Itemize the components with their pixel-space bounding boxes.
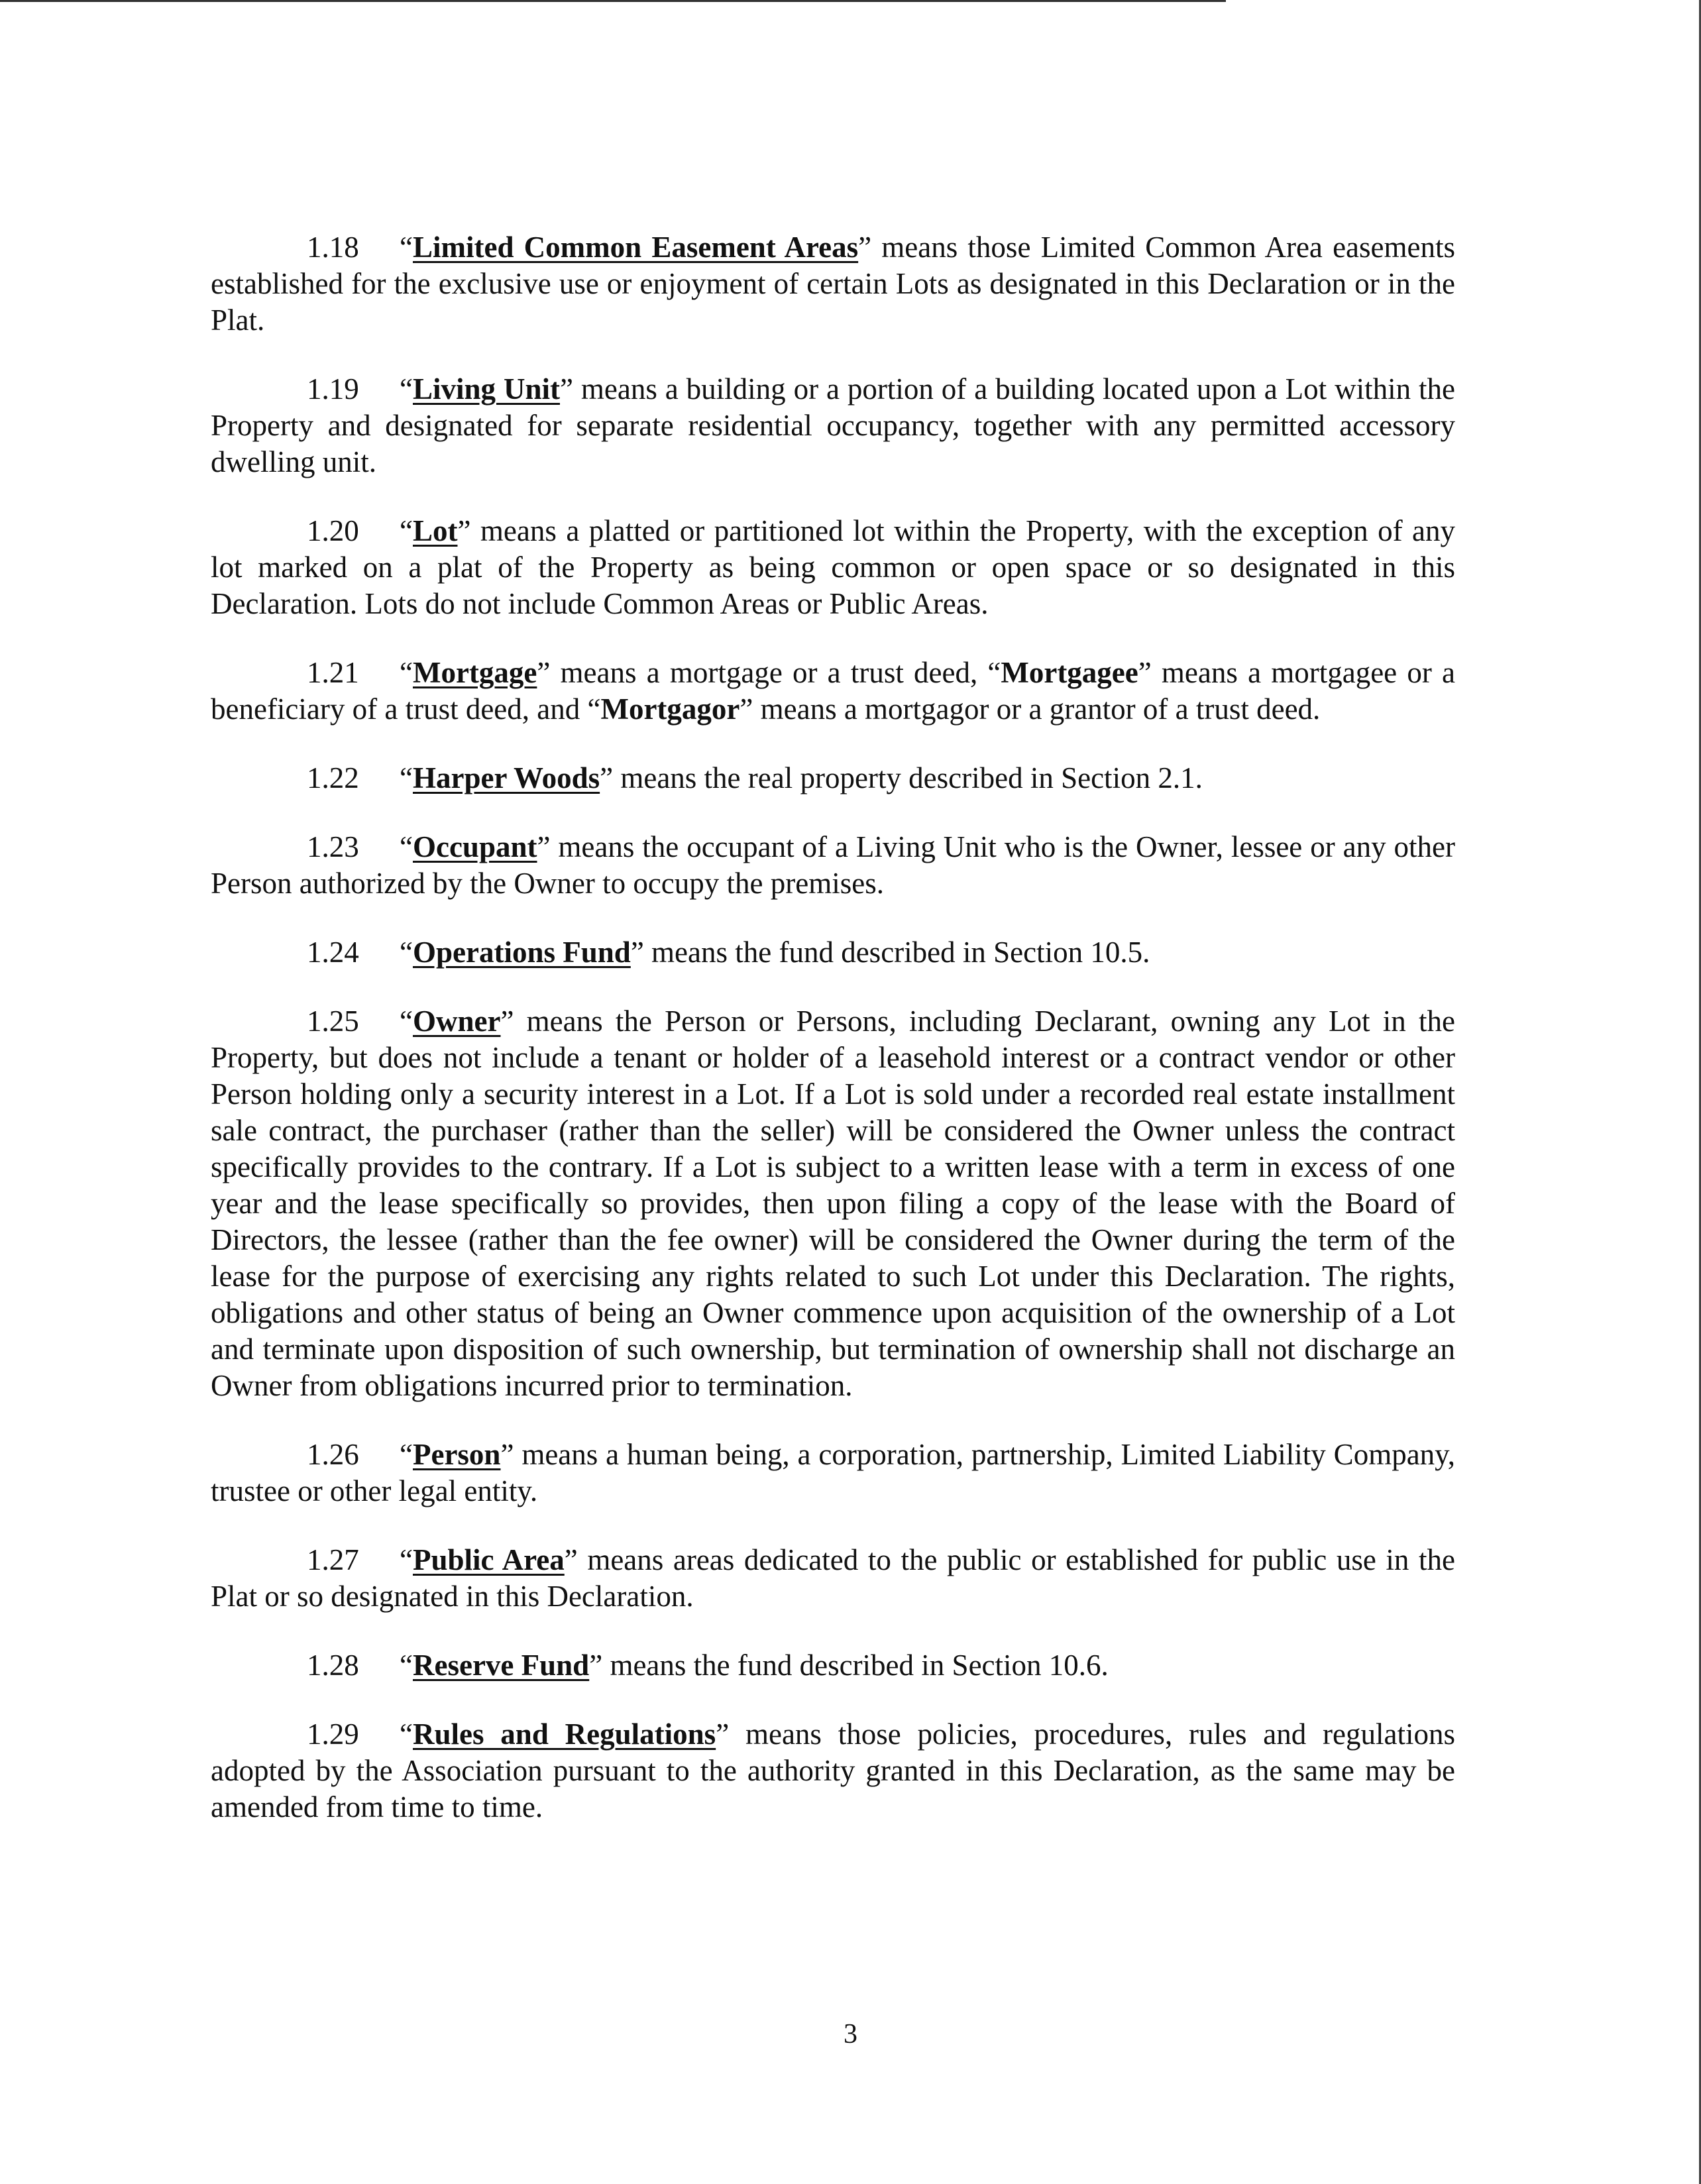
definition-text: ” means those policies, procedures, rules and regulations adopted by the Association pursuant to the authority granted in this Declaration, as the same may be amended from time to time. — [211, 1718, 1456, 1824]
section-1-19: 1.19 “Living Unit” means a building or a portion of a building located upon a Lot within the Property and designated for separate residential occupancy, together with any permitted accessory dwelling unit. — [211, 372, 1455, 478]
definition-text: ” means a mortgagor or a grantor of a trust deed. — [740, 692, 1321, 726]
definition-text: ” means a mortgage or a trust deed, “ — [537, 656, 1001, 689]
section-1-22: 1.22 “Harper Woods” means the real property described in Section 2.1. — [211, 760, 1455, 796]
section-1-29: 1.29 “Rules and Regulations” means those policies, procedures, rules and regulations adopted by the Association pursuant to the authority granted in this Declaration, as the same may be amended from time to time. — [211, 1718, 1456, 1824]
defined-term: Rules and Regulations — [412, 1718, 716, 1751]
defined-term-mortgagor: Mortgagor — [600, 692, 740, 726]
defined-term: Reserve Fund — [412, 1649, 590, 1682]
definition-text: ” means the fund described in Section 10.6. — [589, 1649, 1109, 1682]
section-number: 1.18 — [307, 231, 359, 264]
definition-text: ” means the Person or Persons, including Declarant, owning any Lot in the Property, but does not include a tenant or holder of a leasehold interest or a contract vendor or other Person holding only a security interest in a Lot. If a Lot is sold under a recorded real estate installment sale contract, the purchaser (rather than the seller) will be considered the Owner unless the contract specifically provides to the contrary. If a Lot is subject to a written lease with a term in excess of one year and the lease specifically so provides, then upon filing a copy of the lease with the Board of Directors, the lessee (rather than the fee owner) will be considered the Owner during the term of the lease for the purpose of exercising any rights related to such Lot under this Declaration. The rights, obligations and other status of being an Owner commence upon acquisition of the ownership of a Lot and terminate upon disposition of such ownership, but termination of ownership shall not discharge an Owner from obligations incurred prior to termination. — [211, 1005, 1455, 1402]
defined-term: Limited Common Easement Areas — [412, 231, 859, 264]
definition-text: ” means the fund described in Section 10.5. — [630, 936, 1150, 969]
defined-term: Operations Fund — [412, 936, 631, 969]
section-number: 1.21 — [307, 656, 359, 689]
section-number: 1.22 — [307, 761, 359, 794]
definition-text: ” means a human being, a corporation, partnership, Limited Liability Company, trustee or other legal entity. — [211, 1438, 1455, 1507]
section-number: 1.26 — [307, 1438, 359, 1471]
defined-term: Harper Woods — [412, 761, 600, 794]
defined-term: Mortgage — [412, 656, 537, 689]
defined-term: Owner — [412, 1005, 501, 1038]
defined-term: Occupant — [412, 830, 537, 863]
section-number: 1.23 — [307, 830, 359, 863]
section-1-20: 1.20 “Lot” means a platted or partitioned lot within the Property, with the exception of any lot marked on a plat of the Property as being common or open space or so designated in this Declaration. Lots do not include Common Areas or Public Areas. — [211, 514, 1455, 620]
section-number: 1.24 — [307, 936, 359, 969]
section-number: 1.29 — [307, 1718, 359, 1751]
section-1-28: 1.28 “Reserve Fund” means the fund described in Section 10.6. — [211, 1647, 1455, 1684]
section-1-18: 1.18 “Limited Common Easement Areas” means those Limited Common Area easements established for the exclusive use or enjoyment of certain Lots as designated in this Declaration or in the Plat. — [211, 231, 1455, 337]
definition-text: ” means a platted or partitioned lot within the Property, with the exception of any lot marked on a plat of the Property as being common or open space or so designated in this Declaration. Lots do not include Common Areas or Public Areas. — [211, 514, 1455, 620]
scan-top-edge — [0, 0, 1226, 2]
page-number: 3 — [844, 2019, 857, 2049]
section-number: 1.25 — [307, 1005, 359, 1038]
section-1-25: 1.25 “Owner” means the Person or Persons, including Declarant, owning any Lot in the Property, but does not include a tenant or holder of a leasehold interest or a contract vendor or other Person holding only a security interest in a Lot. If a Lot is sold under a recorded real estate installment sale contract, the purchaser (rather than the seller) will be considered the Owner unless the contract specifically provides to the contrary. If a Lot is subject to a written lease with a term in excess of one year and the lease specifically so provides, then upon filing a copy of the lease with the Board of Directors, the lessee (rather than the fee owner) will be considered the Owner during the term of the lease for the purpose of exercising any rights related to such Lot under this Declaration. The rights, obligations and other status of being an Owner commence upon acquisition of the ownership of a Lot and terminate upon disposition of such ownership, but termination of ownership shall not discharge an Owner from obligations incurred prior to termination. — [211, 1005, 1455, 1402]
document-body — [211, 229, 1455, 1858]
definition-text: ” means areas dedicated to the public or established for public use in the Plat or so designated in this Declaration. — [211, 1543, 1455, 1613]
defined-term: Public Area — [412, 1543, 565, 1576]
section-number: 1.27 — [307, 1543, 359, 1576]
section-number: 1.20 — [307, 514, 359, 547]
section-1-23: 1.23 “Occupant” means the occupant of a Living Unit who is the Owner, lessee or any other Person authorized by the Owner to occupy the premises. — [211, 830, 1455, 900]
section-1-27: 1.27 “Public Area” means areas dedicated to the public or established for public use in the Plat or so designated in this Declaration. — [211, 1543, 1455, 1613]
definition-text: ” means those Limited Common Area easements established for the exclusive use or enjoyment of certain Lots as designated in this Declaration or in the Plat. — [211, 231, 1455, 337]
definition-text: ” means the real property described in Section 2.1. — [600, 761, 1203, 794]
definition-text: ” means a building or a portion of a building located upon a Lot within the Property and designated for separate residential occupancy, together with any permitted accessory dwelling unit. — [211, 372, 1455, 478]
section-1-21: 1.21 “Mortgage” means a mortgage or a trust deed, “Mortgagee” means a mortgagee or a beneficiary of a trust deed, and “Mortgagor” means a mortgagor or a grantor of a trust deed. — [211, 656, 1455, 726]
section-1-26: 1.26 “Person” means a human being, a corporation, partnership, Limited Liability Company, trustee or other legal entity. — [211, 1438, 1455, 1507]
definition-text: ” means the occupant of a Living Unit who is the Owner, lessee or any other Person authorized by the Owner to occupy the premises. — [211, 830, 1455, 900]
defined-term-mortgagee: Mortgagee — [1001, 656, 1138, 689]
defined-term: Person — [412, 1438, 501, 1471]
defined-term: Lot — [412, 514, 458, 547]
defined-term: Living Unit — [412, 372, 560, 406]
definition-text: ” means a mortgagee or a beneficiary of a trust deed, and “ — [211, 656, 1455, 726]
section-number: 1.19 — [307, 372, 359, 406]
section-number: 1.28 — [307, 1649, 359, 1682]
section-1-24: 1.24 “Operations Fund” means the fund described in Section 10.5. — [211, 934, 1455, 971]
